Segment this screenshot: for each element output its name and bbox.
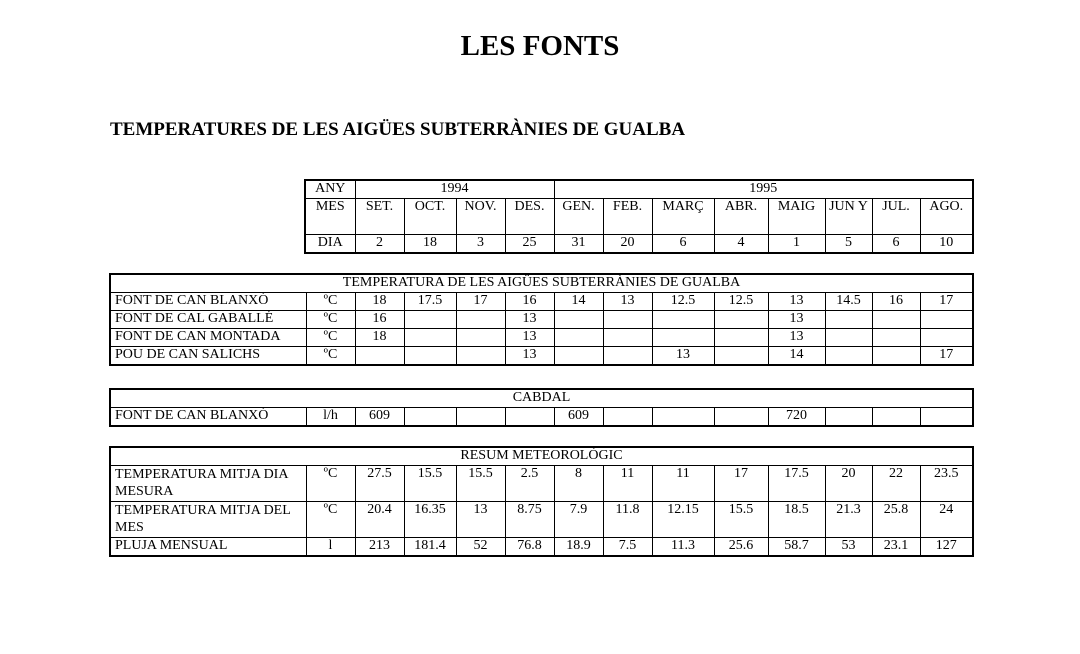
value-cell [652,329,714,347]
table-row [110,329,973,347]
value-cell: 16 [505,293,554,311]
value-cell [825,408,872,427]
value-cell [714,329,768,347]
meteo-table-header: RESUM METEOROLÒGIC [110,447,973,466]
value-cell: 2.5 [505,466,554,502]
unit-cell: ºC [306,347,355,366]
year-row [305,180,973,199]
value-cell: 17.5 [404,293,456,311]
day-cell: 3 [456,235,505,254]
day-cell: 1 [768,235,825,254]
value-cell: 12.5 [714,293,768,311]
value-cell: 25.6 [714,538,768,557]
value-cell: 7.9 [554,502,603,538]
value-cell [652,311,714,329]
day-cell: 20 [603,235,652,254]
value-cell: 17 [920,347,973,366]
value-cell: 11.8 [603,502,652,538]
value-cell: 27.5 [355,466,404,502]
row-label: FONT DE CAL GABALLÉ [110,311,306,329]
value-cell [920,329,973,347]
value-cell: 18 [355,329,404,347]
value-cell [714,408,768,427]
month-cell: OCT. [404,199,456,235]
value-cell: 181.4 [404,538,456,557]
value-cell [505,408,554,427]
value-cell: 13 [768,293,825,311]
value-cell [404,408,456,427]
value-cell: 17.5 [768,466,825,502]
value-cell: 52 [456,538,505,557]
day-cell: 10 [920,235,973,254]
value-cell [872,311,920,329]
value-cell: 11 [652,466,714,502]
year-1995: 1995 [554,180,973,199]
value-cell [603,347,652,366]
value-cell [872,408,920,427]
value-cell: 13 [505,329,554,347]
flow-table [109,388,974,427]
month-cell: NOV. [456,199,505,235]
value-cell: 609 [355,408,404,427]
value-cell: 16 [355,311,404,329]
value-cell: 720 [768,408,825,427]
section-subtitle: TEMPERATURES DE LES AIGÜES SUBTERRÀNIES DE GUALBA [110,119,686,140]
day-cell: 6 [652,235,714,254]
value-cell: 12.5 [652,293,714,311]
day-cell: 5 [825,235,872,254]
value-cell: 14.5 [825,293,872,311]
value-cell: 18.5 [768,502,825,538]
value-cell: 15.5 [456,466,505,502]
value-cell: 14 [768,347,825,366]
value-cell: 15.5 [714,502,768,538]
value-cell [652,408,714,427]
value-cell [404,347,456,366]
value-cell: 8.75 [505,502,554,538]
dates-table [304,179,974,254]
value-cell [456,347,505,366]
value-cell: 18 [355,293,404,311]
day-row [305,235,973,254]
value-cell: 23.1 [872,538,920,557]
value-cell [825,311,872,329]
value-cell: 8 [554,466,603,502]
value-cell [404,311,456,329]
flow-table-header: CABDAL [110,389,973,408]
table-row [110,408,973,427]
day-cell: 18 [404,235,456,254]
row-label: POU DE CAN SALICHS [110,347,306,366]
value-cell: 609 [554,408,603,427]
value-cell: 15.5 [404,466,456,502]
value-cell: 13 [652,347,714,366]
value-cell: 16 [872,293,920,311]
value-cell [920,311,973,329]
unit-cell: ºC [306,502,355,538]
table-row [110,293,973,311]
meteo-header-row [110,447,973,466]
value-cell [825,347,872,366]
row-label: FONT DE CAN MONTADA [110,329,306,347]
value-cell: 13 [505,311,554,329]
unit-cell: l/h [306,408,355,427]
value-cell: 11 [603,466,652,502]
value-cell: 12.15 [652,502,714,538]
value-cell: 13 [505,347,554,366]
value-cell: 17 [714,466,768,502]
month-cell: DES. [505,199,554,235]
unit-cell: ºC [306,293,355,311]
value-cell: 21.3 [825,502,872,538]
table-row [110,502,973,538]
row-label: TEMPERATURA MITJA DEL MES [110,502,306,538]
value-cell [825,329,872,347]
month-cell: JUN Y [825,199,872,235]
day-row-label: DIA [305,235,355,254]
unit-cell: l [306,538,355,557]
value-cell [456,408,505,427]
year-row-label: ANY [305,180,355,199]
value-cell: 17 [920,293,973,311]
value-cell: 20.4 [355,502,404,538]
row-label: FONT DE CAN BLANXÓ [110,293,306,311]
year-1994: 1994 [355,180,554,199]
value-cell [603,408,652,427]
value-cell [554,347,603,366]
value-cell: 14 [554,293,603,311]
flow-header-row [110,389,973,408]
value-cell: 53 [825,538,872,557]
day-cell: 2 [355,235,404,254]
unit-cell: ºC [306,311,355,329]
value-cell: 213 [355,538,404,557]
value-cell [872,347,920,366]
month-row-label: MES [305,199,355,235]
temperature-table [109,273,974,366]
meteo-table [109,446,974,557]
value-cell [872,329,920,347]
month-cell: MARÇ [652,199,714,235]
value-cell: 18.9 [554,538,603,557]
value-cell: 25.8 [872,502,920,538]
value-cell: 13 [768,311,825,329]
day-cell: 31 [554,235,603,254]
table-row [110,311,973,329]
day-cell: 25 [505,235,554,254]
row-label: FONT DE CAN BLANXÓ [110,408,306,427]
table-row [110,466,973,502]
value-cell [456,311,505,329]
value-cell [355,347,404,366]
value-cell: 13 [603,293,652,311]
month-cell: AGO. [920,199,973,235]
value-cell [456,329,505,347]
row-label: TEMPERATURA MITJA DIA MESURA [110,466,306,502]
row-label: PLUJA MENSUAL [110,538,306,557]
day-cell: 6 [872,235,920,254]
month-cell: MAIG [768,199,825,235]
value-cell: 16.35 [404,502,456,538]
month-cell: FEB. [603,199,652,235]
value-cell: 127 [920,538,973,557]
value-cell: 13 [768,329,825,347]
month-cell: JUL. [872,199,920,235]
value-cell: 22 [872,466,920,502]
value-cell [603,329,652,347]
value-cell: 20 [825,466,872,502]
page-title: LES FONTS [460,30,620,62]
month-row [305,199,973,235]
month-cell: SET. [355,199,404,235]
month-cell: ABR. [714,199,768,235]
value-cell [920,408,973,427]
unit-cell: ºC [306,329,355,347]
value-cell [404,329,456,347]
value-cell: 23.5 [920,466,973,502]
day-cell: 4 [714,235,768,254]
month-cell: GEN. [554,199,603,235]
temperature-header-row [110,274,973,293]
value-cell: 7.5 [603,538,652,557]
value-cell: 11.3 [652,538,714,557]
value-cell: 13 [456,502,505,538]
table-row [110,538,973,557]
value-cell [554,329,603,347]
value-cell [714,347,768,366]
value-cell: 24 [920,502,973,538]
value-cell: 76.8 [505,538,554,557]
value-cell [714,311,768,329]
unit-cell: ºC [306,466,355,502]
temperature-table-header: TEMPERATURA DE LES AIGÜES SUBTERRÀNIES DE GUALBA [110,274,973,293]
table-row [110,347,973,366]
value-cell: 58.7 [768,538,825,557]
value-cell [603,311,652,329]
value-cell [554,311,603,329]
value-cell: 17 [456,293,505,311]
